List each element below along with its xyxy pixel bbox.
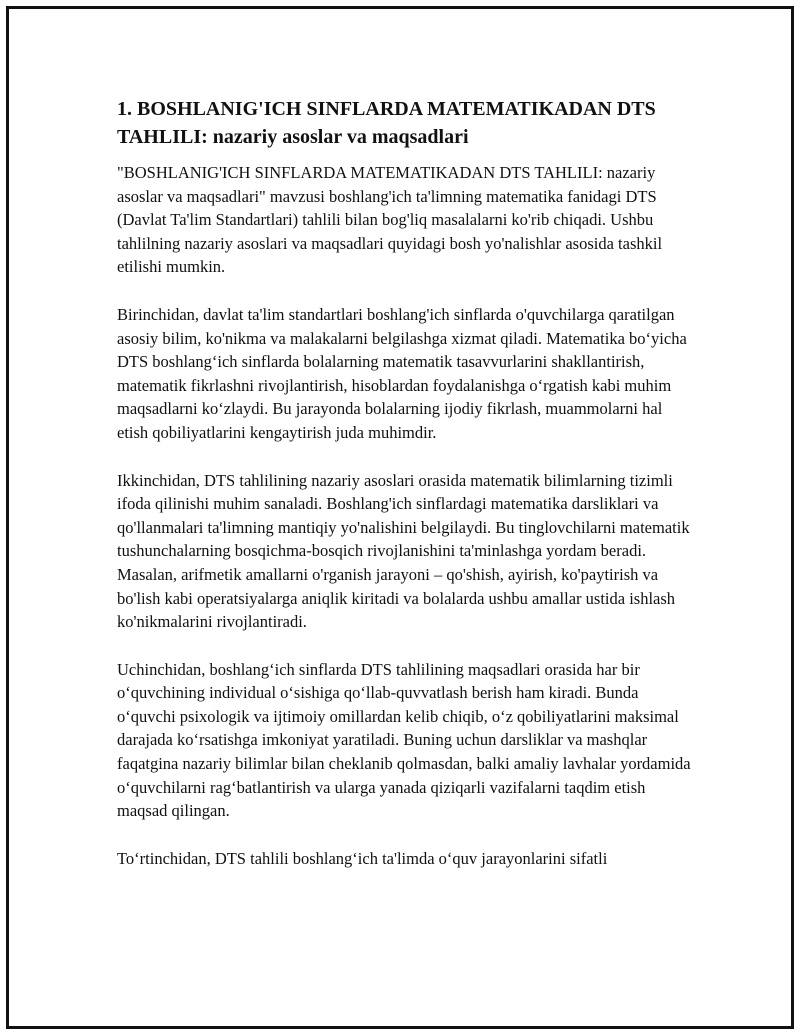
paragraph-intro: "BOSHLANIG'ICH SINFLARDA MATEMATIKADAN DTS TAHLILI: nazariy asoslar va maqsadlari" mavzusi boshlang'ich ta'limning matematika fanidagi DTS (Davlat Ta'lim Standartlari) tahlili bilan bog'liq masalalarni ko'rib chiqadi. Ushbu tahlilning nazariy asoslari va maqsadlari quyidagi bosh yo'nalishlar asosida tashkil etilishi mumkin. bbox=[117, 163, 663, 277]
paragraph-second: Ikkinchidan, DTS tahlilining nazariy asoslari orasida matematik bilimlarning tizimli ifoda qilinishi muhim sanaladi. Boshlang'ich sinflardagi matematika darsliklari va qo'llanmalari ta'limning mantiqiy yo'nalishini belgilaydi. Bu tinglovchilarni matematik tushunchalarning bosqichma-bosqich rivojlanishini ta'minlashga yordam beradi. Masalan, arifmetik amallarni o'rganish jarayoni – qo'shish, ayirish, ko'paytirish va bo'lish kabi operatsiyalarga aniqlik kiritadi va bolalarda ushbu amallar ustida ishlash ko'nikmalarini rivojlantiradi. bbox=[117, 470, 690, 632]
paragraph-first: Birinchidan, davlat ta'lim standartlari boshlang'ich sinflarda o'quvchilarga qaratilgan asosiy bilim, ko'nikma va malakalarni belgilashga xizmat qiladi. Matematika bo‘yicha DTS boshlang‘ich sinflarda bolalarning matematik tasavvurlarini shakllantirish, matematik fikrlashni rivojlantirish, hisoblardan foydalanishga o‘rgatish kabi muhim maqsadlarni ko‘zlaydi. Bu jarayonda bolalarning ijodiy fikrlash, muammolarni hal etish qobiliyatlarini kengaytirish juda muhimdir. bbox=[117, 304, 687, 442]
page-frame bbox=[6, 6, 794, 1029]
document-title: 1. BOSHLANIG'ICH SINFLARDA MATEMATIKADAN DTS TAHLILI: nazariy asoslar va maqsadlari bbox=[117, 98, 656, 148]
document-body bbox=[117, 95, 697, 894]
paragraph-third: Uchinchidan, boshlang‘ich sinflarda DTS tahlilining maqsadlari orasida har bir o‘quvchining individual o‘sishiga qo‘llab-quvvatlash berish ham kiradi. Bunda o‘quvchi psixologik va ijtimoiy omillardan kelib chiqib, o‘z qobiliyatlarini maksimal darajada ko‘rsatishga imkoniyat yaratiladi. Buning uchun darsliklar va mashqlar faqatgina nazariy bilimlar bilan cheklanib qolmasdan, balki amaliy lavhalar yordamida o‘quvchilarni rag‘batlantirish va ularga yanada qiziqarli vazifalarni taqdim etish maqsad qilingan. bbox=[117, 659, 691, 821]
paragraph-fourth: To‘rtinchidan, DTS tahlili boshlang‘ich ta'limda o‘quv jarayonlarini sifatli bbox=[117, 848, 608, 868]
